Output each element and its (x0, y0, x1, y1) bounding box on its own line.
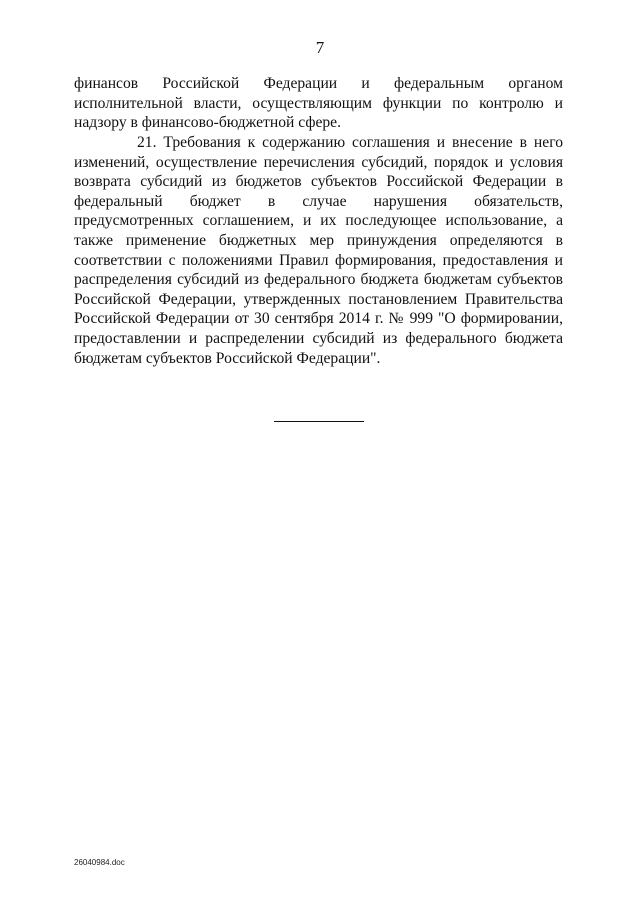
paragraph-item-21 (74, 133, 563, 368)
footer-file-code: 26040984.doc (74, 858, 125, 867)
paragraph-continuation (74, 74, 563, 133)
page-number: 7 (315, 38, 325, 57)
paragraph-text: финансов Российской Федерации и федеральным органом исполнительной власти, осуществляющим функции по контролю и надзору в финансово-бюджетной сфере. (74, 75, 563, 132)
paragraph-text: 21. Требования к содержанию соглашения и внесение в него изменений, осуществление перечисления субсидий, порядок и условия возврата субсидий из бюджетов субъектов Российской Федерации в федеральный бюджет в случае нарушения обязательств, предусмотренных соглашением, и их последующее использование, а также применение бюджетных мер принуждения определяются в соответствии с положениями Правил формирования, предоставления и распределения субсидий из федерального бюджета бюджетам субъектов Российской Федерации, утвержденных постановлением Правительства Российской Федерации от 30 сентября 2014 г. № 999 "О формировании, предоставлении и распределении субсидий из федерального бюджета бюджетам субъектов Российской Федерации". (74, 134, 563, 367)
end-divider-line (274, 421, 364, 422)
